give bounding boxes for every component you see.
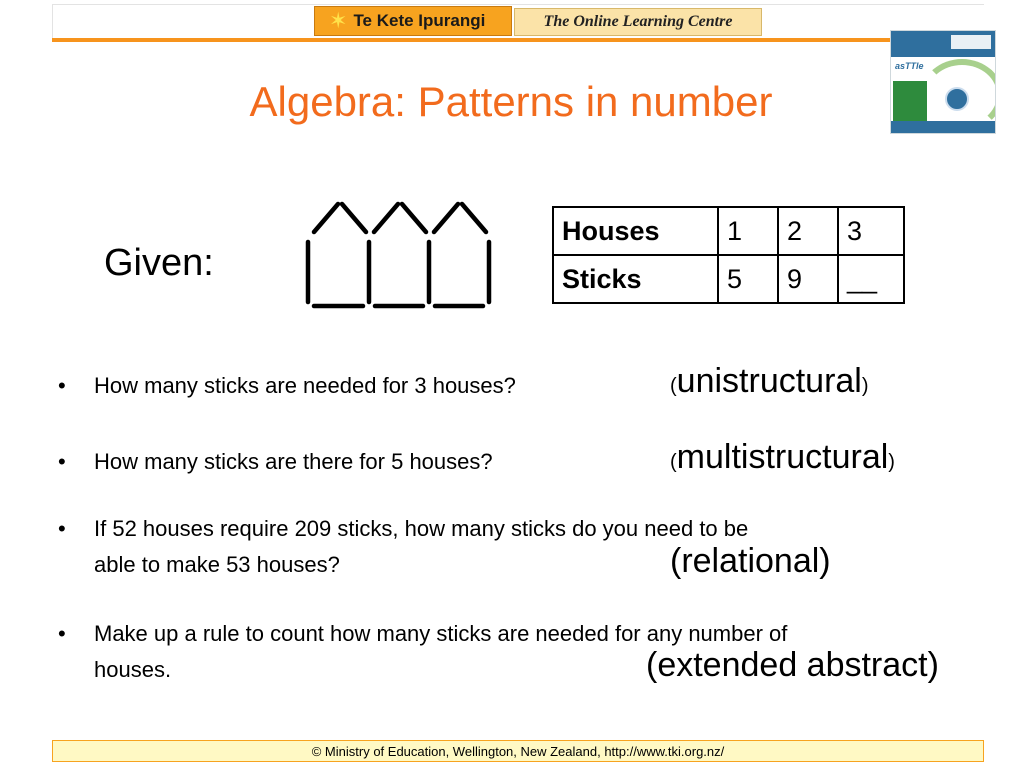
roof-stick	[434, 204, 458, 232]
bullet: •	[58, 373, 66, 398]
table-cell: 2	[778, 207, 838, 255]
bullet: •	[58, 516, 66, 541]
question-text: How many sticks are there for 5 houses?	[94, 449, 493, 474]
roof-stick	[342, 204, 366, 232]
given-label: Given:	[104, 242, 214, 284]
houses-sticks-table	[552, 206, 905, 304]
table-cell: 5	[718, 255, 778, 303]
olc-logo-text: The Online Learning Centre	[543, 13, 733, 30]
question-text-line-2: houses.	[94, 657, 172, 682]
roof-stick	[402, 204, 426, 232]
footer-bar	[52, 740, 984, 762]
bullet: •	[58, 449, 66, 474]
solo-level-tag: (unistructural)	[670, 362, 869, 400]
solo-level-tag: (multistructural)	[670, 438, 895, 476]
table-cell: __	[838, 255, 904, 303]
matchstick-houses-figure	[300, 196, 496, 310]
question-text: How many sticks are needed for 3 houses?	[94, 373, 516, 398]
table-cell-label: Sticks	[553, 255, 718, 303]
table-cell: 3	[838, 207, 904, 255]
question-text-line-2: able to make 53 houses?	[94, 552, 340, 577]
table-row	[553, 207, 904, 255]
table-cell-label: Houses	[553, 207, 718, 255]
header-left-rule	[52, 4, 53, 38]
footer-copyright: © Ministry of Education, Wellington, New Zealand, http://www.tki.org.nz/	[311, 743, 725, 759]
tki-logo[interactable]	[314, 6, 512, 36]
solo-level-tag: (relational)	[670, 542, 831, 580]
solo-level-tag: (extended abstract)	[646, 646, 939, 684]
table-row	[553, 255, 904, 303]
slide-title: Algebra: Patterns in number	[249, 78, 773, 125]
bullet: •	[58, 621, 66, 646]
tki-logo-text: Te Kete Ipurangi	[353, 11, 486, 30]
star-icon: ✶	[329, 8, 348, 33]
question-text-line-1: If 52 houses require 209 sticks, how many sticks do you need to be	[94, 516, 749, 541]
thumbnail-brand: asTTle	[895, 61, 924, 71]
table-cell: 1	[718, 207, 778, 255]
roof-stick	[314, 204, 338, 232]
roof-stick	[374, 204, 398, 232]
online-learning-centre-logo[interactable]	[514, 8, 762, 36]
table-cell: 9	[778, 255, 838, 303]
thumbnail-top-band	[891, 31, 995, 57]
question-text-line-1: Make up a rule to count how many sticks are needed for any number of	[94, 621, 788, 646]
roof-stick	[462, 204, 486, 232]
header-top-rule	[52, 4, 984, 5]
header-orange-bar	[52, 38, 984, 42]
